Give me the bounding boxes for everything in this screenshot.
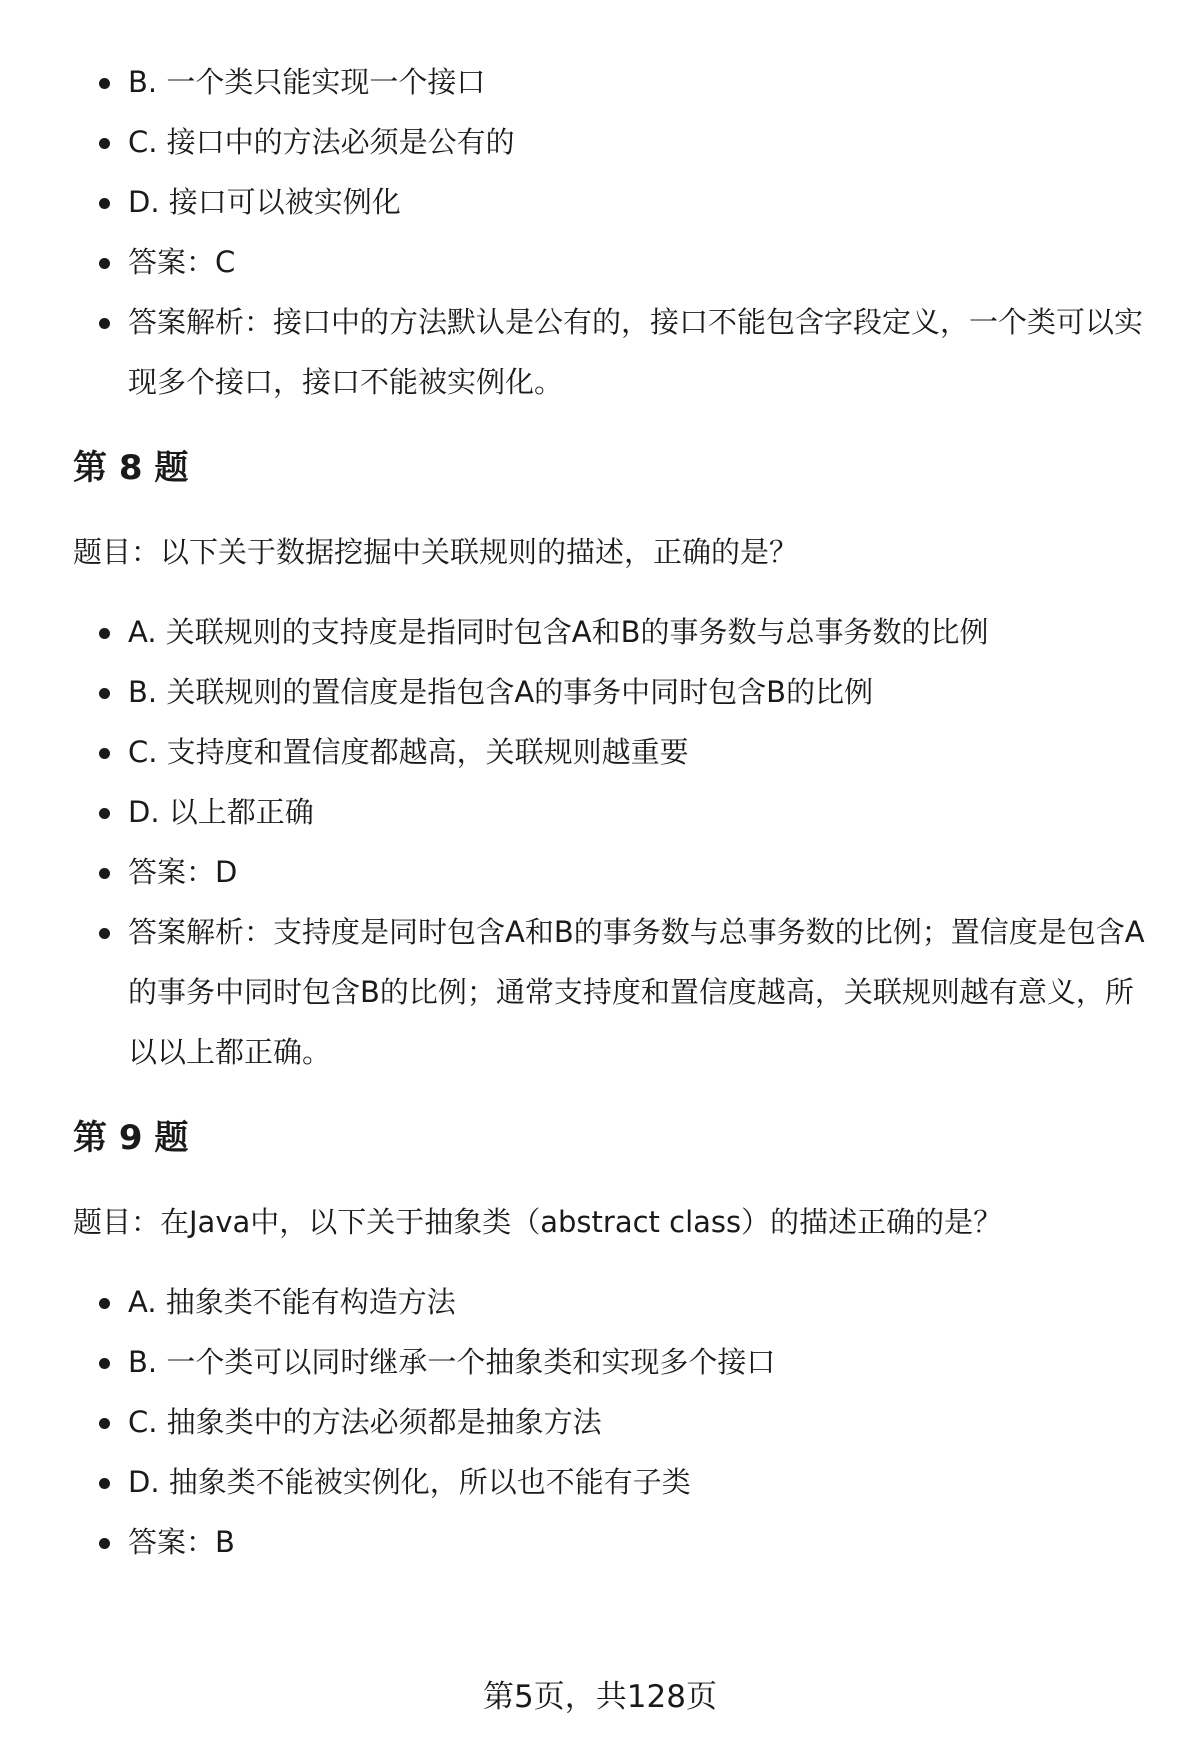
option-b: B. 一个类只能实现一个接口 (73, 52, 1153, 112)
option-a: A. 抽象类不能有构造方法 (73, 1272, 1153, 1332)
option-b: B. 关联规则的置信度是指包含A的事务中同时包含B的比例 (73, 662, 1153, 722)
option-d: D. 接口可以被实例化 (73, 172, 1153, 232)
answer-explanation: 答案解析：支持度是同时包含A和B的事务数与总事务数的比例；置信度是包含A的事务中同时包含B的比例；通常支持度和置信度越高，关联规则越有意义，所以以上都正确。 (73, 902, 1153, 1082)
page-content (73, 52, 1153, 1572)
question-8-stem: 题目：以下关于数据挖掘中关联规则的描述，正确的是？ (73, 535, 799, 569)
option-a: A. 关联规则的支持度是指同时包含A和B的事务数与总事务数的比例 (73, 602, 1153, 662)
option-c: C. 支持度和置信度都越高，关联规则越重要 (73, 722, 1153, 782)
question-9-stem: 题目：在Java中，以下关于抽象类（abstract class）的描述正确的是？ (73, 1205, 1003, 1239)
question-8-options (73, 602, 1153, 1082)
answer: 答案：C (73, 232, 1153, 292)
answer: 答案：D (73, 842, 1153, 902)
question-9-options (73, 1272, 1153, 1572)
prev-question-options (73, 52, 1153, 412)
page-number-footer: 第5页，共128页 (483, 1679, 717, 1715)
option-b: B. 一个类可以同时继承一个抽象类和实现多个接口 (73, 1332, 1153, 1392)
answer-explanation: 答案解析：接口中的方法默认是公有的，接口不能包含字段定义，一个类可以实现多个接口，接口不能被实例化。 (73, 292, 1153, 412)
question-8-title: 第 8 题 (73, 448, 189, 488)
option-d: D. 以上都正确 (73, 782, 1153, 842)
option-c: C. 接口中的方法必须是公有的 (73, 112, 1153, 172)
question-9-title: 第 9 题 (73, 1118, 189, 1158)
option-c: C. 抽象类中的方法必须都是抽象方法 (73, 1392, 1153, 1452)
option-d: D. 抽象类不能被实例化，所以也不能有子类 (73, 1452, 1153, 1512)
answer: 答案：B (73, 1512, 1153, 1572)
